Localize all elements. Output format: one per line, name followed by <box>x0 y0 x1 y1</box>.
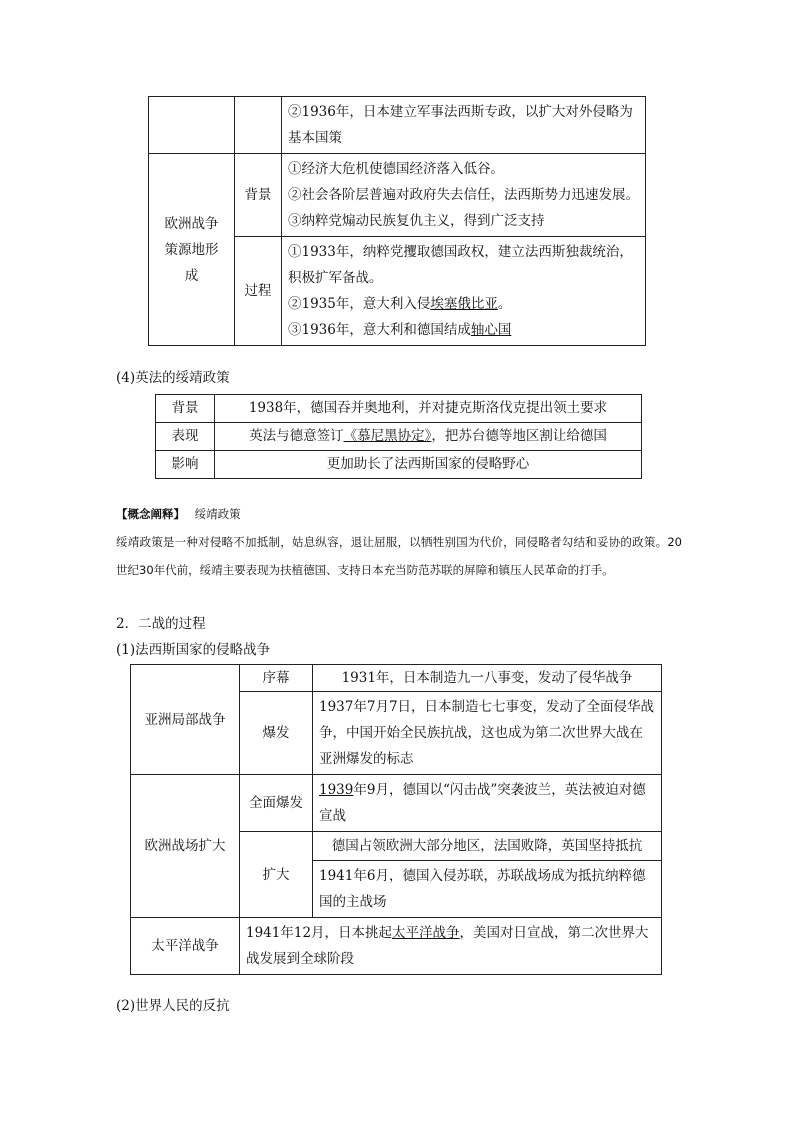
row-label: 爆发 <box>240 692 313 775</box>
bg-line: ①经济大危机使德国经济落入低谷。 <box>288 161 504 177</box>
table-cell: 1941年12月，日本挑起太平洋战争，美国对日宣战，第二次世界大战发展到全球阶段 <box>240 918 662 975</box>
table-cell: ②1936年，日本建立军事法西斯专政，以扩大对外侵略为基本国策 <box>282 97 646 154</box>
concept-title: 绥靖政策 <box>194 507 241 521</box>
table-row <box>156 451 642 479</box>
section-heading: 2．二战的过程 <box>116 616 206 632</box>
row-label: 序幕 <box>240 665 313 692</box>
table-cell: 1939年9月，德国以“闪击战”突袭波兰，英法被迫对德宣战 <box>313 775 662 832</box>
table-row <box>156 395 642 423</box>
row-label: 背景 <box>235 154 282 237</box>
table-europe-war-source <box>148 96 646 346</box>
proc-line: ③1936年，意大利和德国结成轴心国 <box>288 322 512 338</box>
table-row <box>149 97 646 154</box>
table-cell <box>282 154 646 237</box>
subsection-heading: (1)法西斯国家的侵略战争 <box>116 642 271 658</box>
row-label: 背景 <box>156 395 215 423</box>
concept-body: 绥靖政策是一种对侵略不加抵制，姑息纵容，退让屈服，以牺牲别国为代价，同侵略者勾结和妥协的政策。20世纪30年代前，绥靖主要表现为扶植德国、支持日本充当防范苏联的屏障和镇压人民革命的打手。 <box>116 535 682 577</box>
table-cell: 1938年，德国吞并奥地利，并对捷克斯洛伐克提出领土要求 <box>215 395 642 423</box>
row-label: 欧洲战争策源地形成 <box>149 154 235 346</box>
table-row <box>131 665 662 692</box>
row-label: 影响 <box>156 451 215 479</box>
table-cell: 英法与德意签订《慕尼黑协定》，把苏台德等地区割让给德国 <box>215 423 642 451</box>
table-row <box>131 775 662 832</box>
row-label: 过程 <box>235 237 282 346</box>
row-label: 太平洋战争 <box>131 918 240 975</box>
table-row <box>131 918 662 975</box>
table-cell: 更加助长了法西斯国家的侵略野心 <box>215 451 642 479</box>
table-cell: 1931年，日本制造九一八事变，发动了侵华战争 <box>313 665 662 692</box>
bg-line: ③纳粹党煽动民族复仇主义，得到广泛支持 <box>288 213 545 229</box>
concept-header <box>116 500 241 528</box>
table-cell <box>235 97 282 154</box>
table-cell <box>149 97 235 154</box>
table-appeasement <box>155 394 642 479</box>
row-label: 亚洲局部战争 <box>131 665 240 775</box>
proc-line: ②1935年，意大利入侵埃塞俄比亚。 <box>288 296 512 312</box>
row-label: 欧洲战场扩大 <box>131 775 240 918</box>
table-cell: 德国占领欧洲大部分地区，法国败降，英国坚持抵抗 <box>313 832 662 861</box>
table-cell: 1941年6月，德国入侵苏联，苏联战场成为抵抗纳粹德国的主战场 <box>313 861 662 918</box>
bg-line: ②社会各阶层普遍对政府失去信任，法西斯势力迅速发展。 <box>288 187 639 203</box>
concept-tag: 【概念阐释】 <box>116 507 185 521</box>
table-cell: 1937年7月7日，日本制造七七事变，发动了全面侵华战争，中国开始全民族抗战，这也成为第二次世界大战在亚洲爆发的标志 <box>313 692 662 775</box>
table-row <box>149 154 646 237</box>
row-label: 扩大 <box>240 832 313 918</box>
subsection-heading: (2)世界人民的反抗 <box>116 998 230 1014</box>
table-fascist-aggression <box>130 664 662 975</box>
proc-line: ①1933年，纳粹党攫取德国政权，建立法西斯独裁统治，积极扩军备战。 <box>288 244 633 286</box>
section-heading: (4)英法的绥靖政策 <box>116 370 230 386</box>
row-label: 表现 <box>156 423 215 451</box>
table-row <box>156 423 642 451</box>
table-cell <box>282 237 646 346</box>
row-label: 全面爆发 <box>240 775 313 832</box>
